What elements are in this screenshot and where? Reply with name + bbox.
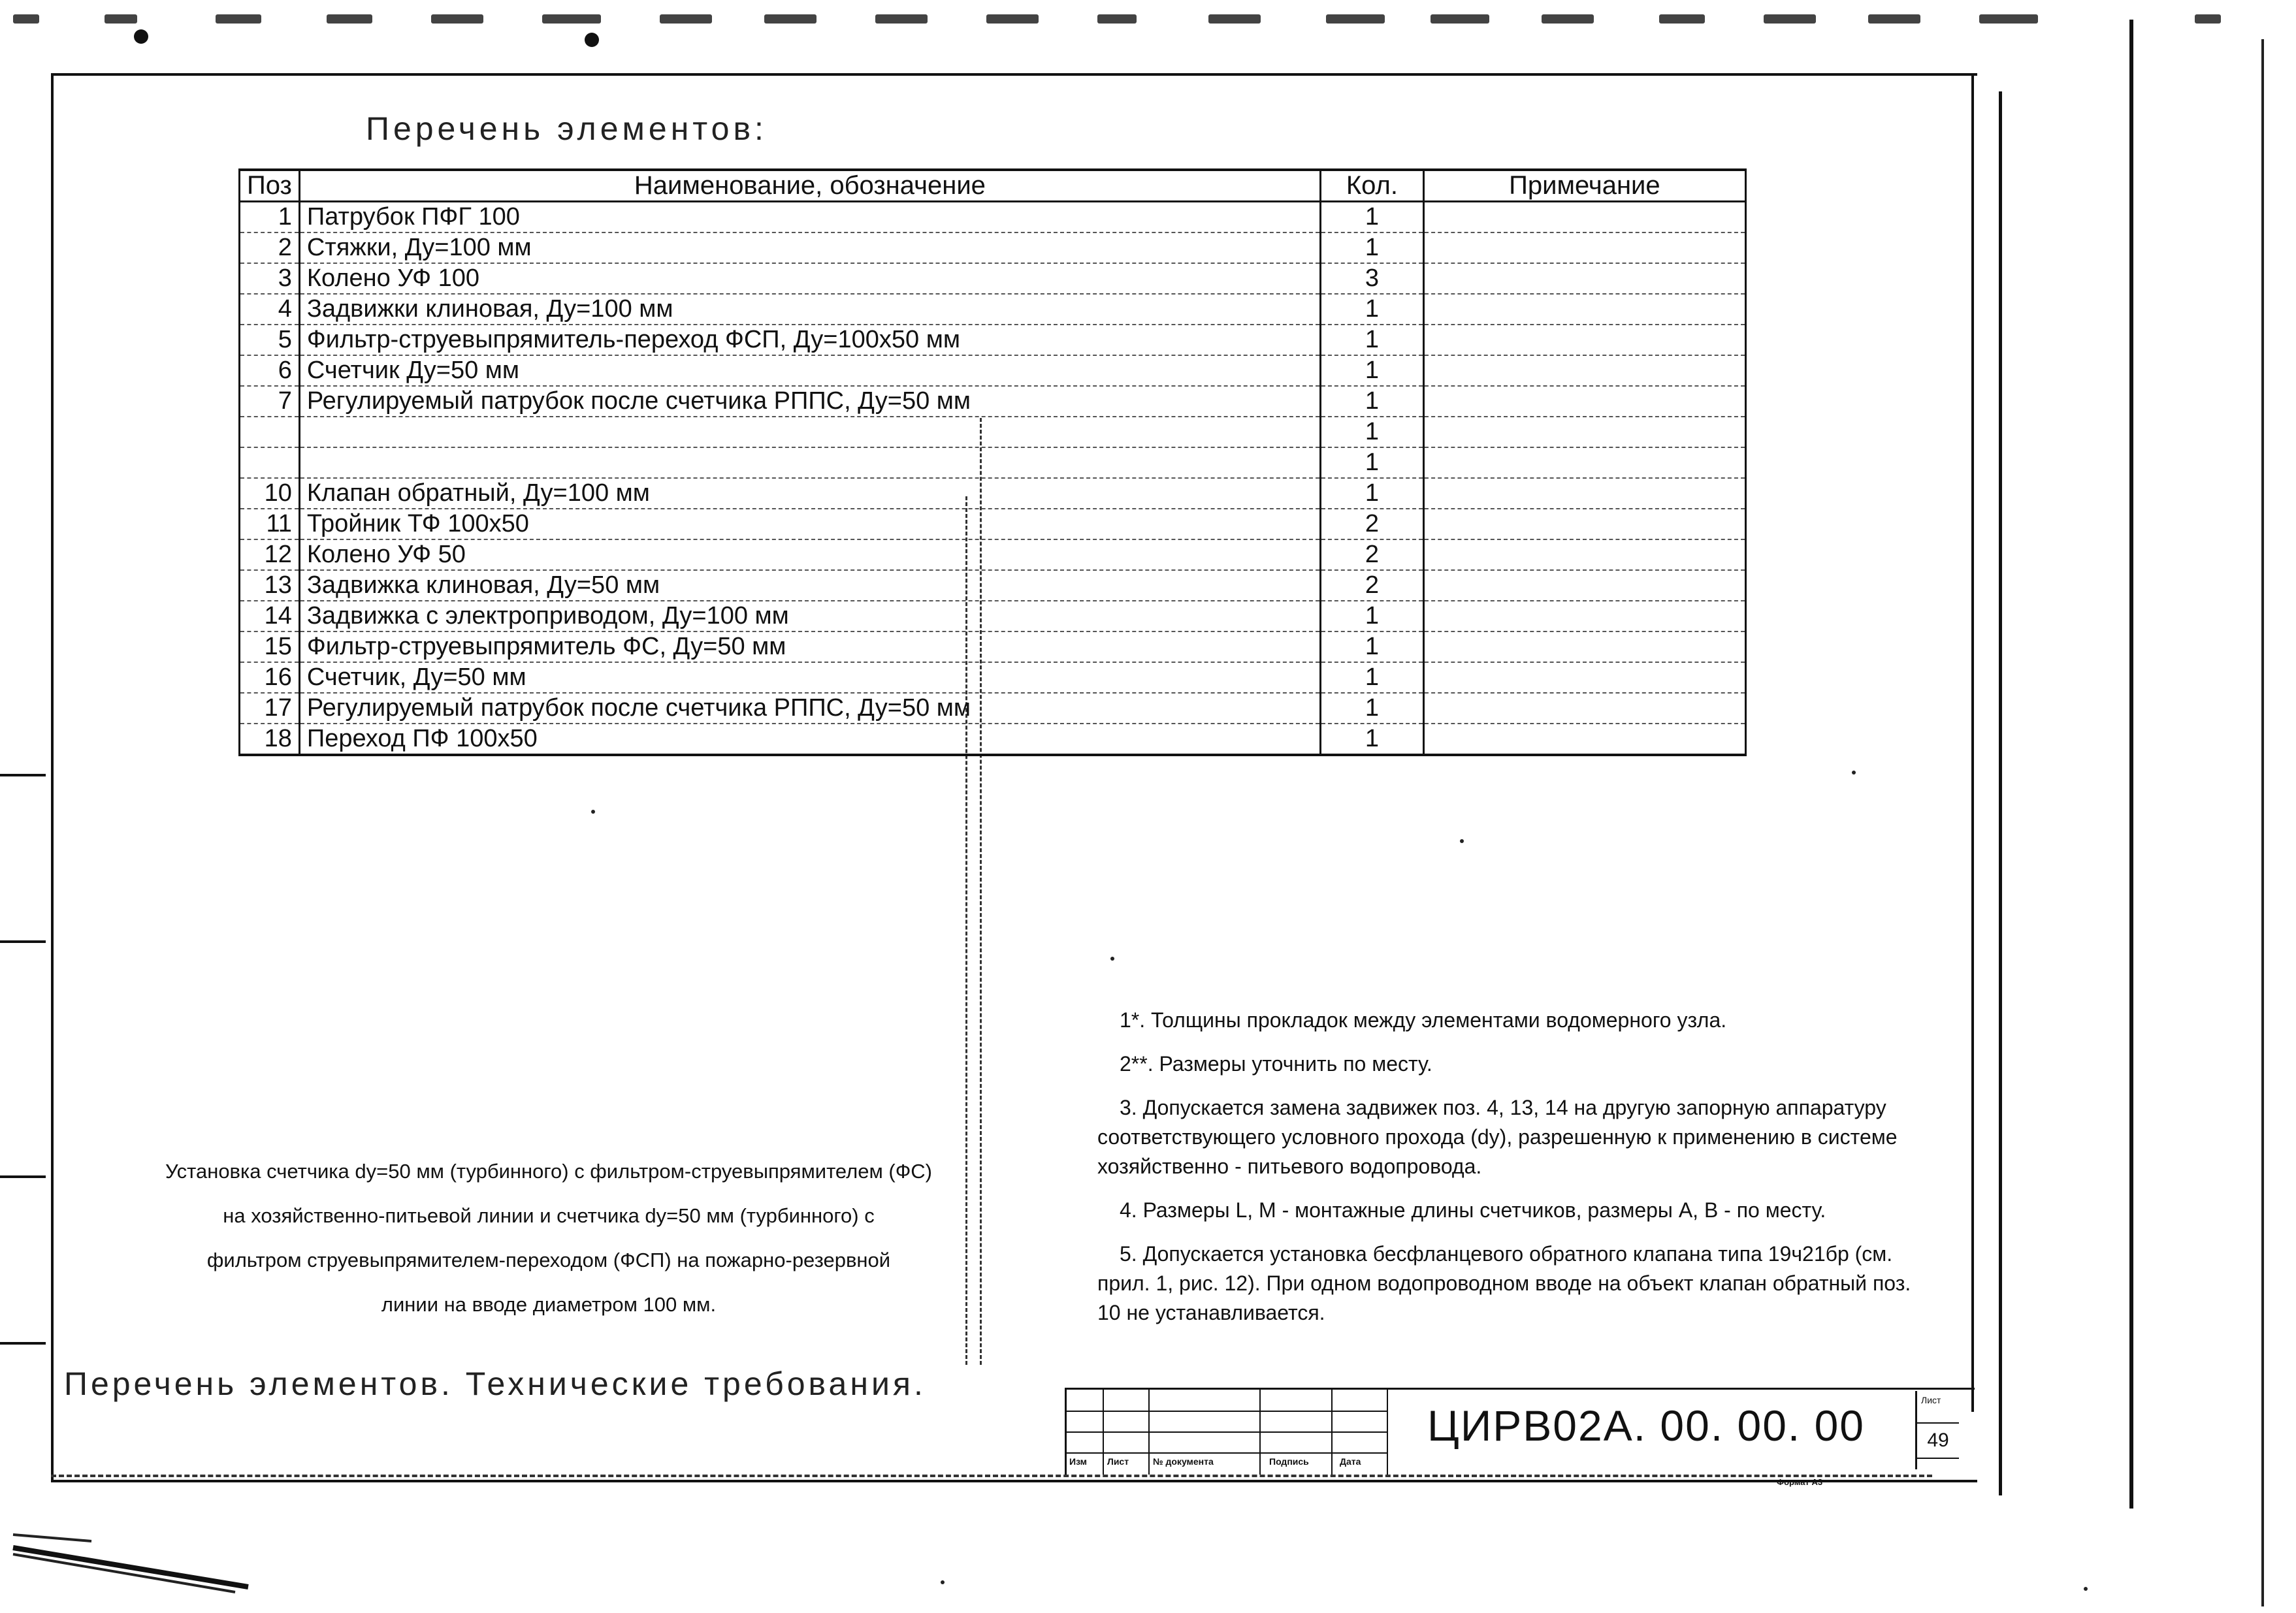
note-item: 3. Допускается замена задвижек поз. 4, 13, 14 на другую запорную аппаратуру соответствующего условного прохода (dу), разрешенную к применению в системе хозяйственно - питьевого водопровода.	[1097, 1096, 1898, 1178]
scan-artifact	[2195, 14, 2221, 24]
scan-artifact	[1431, 14, 1489, 24]
cell-note	[1423, 631, 1745, 662]
margin-tick	[0, 1342, 46, 1345]
cell-pos: 12	[240, 539, 300, 570]
punch-hole	[585, 33, 599, 47]
cell-note	[1423, 294, 1745, 325]
scan-artifact	[1868, 14, 1920, 24]
cell-note	[1423, 386, 1745, 417]
table-row	[240, 325, 1746, 355]
sheet-number: 49	[1917, 1422, 1959, 1459]
cell-note	[1423, 232, 1745, 263]
technical-notes	[1097, 1006, 1920, 1342]
table-row	[240, 417, 1746, 447]
table-row	[240, 232, 1746, 263]
cell-qty: 1	[1320, 294, 1423, 325]
scan-artifact	[13, 14, 39, 24]
frame-bottom-edge	[51, 1475, 1932, 1477]
note-item: 4. Размеры L, M - монтажные длины счетчиков, размеры А, В - по месту.	[1120, 1198, 1826, 1222]
table-row	[240, 386, 1746, 417]
scan-artifact	[542, 14, 601, 24]
sheet-number-box	[1915, 1391, 1959, 1469]
table-row	[240, 539, 1746, 570]
margin-tick	[0, 1175, 46, 1178]
cell-name: Фильтр-струевыпрямитель ФС, Ду=50 мм	[299, 631, 1320, 662]
scan-speck	[1460, 839, 1464, 843]
cell-pos	[240, 417, 300, 447]
cell-note	[1423, 601, 1745, 631]
table-row	[240, 478, 1746, 509]
document-code: ЦИРВ02А. 00. 00. 00	[1427, 1401, 1865, 1450]
margin-tick	[0, 940, 46, 943]
stamp-row-line	[1067, 1411, 1387, 1412]
caption-line: линии на вводе диаметром 100 мм.	[381, 1293, 717, 1316]
cell-name: Счетчик Ду=50 мм	[299, 355, 1320, 386]
cell-pos: 6	[240, 355, 300, 386]
header-name: Наименование, обозначение	[299, 170, 1320, 202]
spec-table	[238, 168, 1747, 756]
scan-artifact	[1097, 14, 1137, 24]
table-row	[240, 724, 1746, 755]
cell-name: Задвижки клиновая, Ду=100 мм	[299, 294, 1320, 325]
scan-speck	[2084, 1587, 2088, 1591]
cell-pos: 17	[240, 693, 300, 724]
stamp-label-signature: Подпись	[1269, 1456, 1309, 1467]
cell-qty: 2	[1320, 509, 1423, 539]
binding-line	[2129, 20, 2133, 1509]
cell-name	[299, 447, 1320, 478]
cell-qty: 1	[1320, 601, 1423, 631]
scan-artifact	[660, 14, 712, 24]
cell-pos: 5	[240, 325, 300, 355]
cell-pos	[240, 447, 300, 478]
cell-note	[1423, 263, 1745, 294]
scan-artifact	[986, 14, 1039, 24]
table-row	[240, 355, 1746, 386]
sheet-label: Лист	[1921, 1395, 1941, 1405]
cell-note	[1423, 202, 1745, 233]
cell-qty: 1	[1320, 724, 1423, 755]
scan-speck	[1110, 957, 1114, 961]
cell-pos: 14	[240, 601, 300, 631]
cell-pos: 15	[240, 631, 300, 662]
cell-pos: 11	[240, 509, 300, 539]
cell-name: Счетчик, Ду=50 мм	[299, 662, 1320, 693]
header-pos: Поз	[240, 170, 300, 202]
stamp-label-document: № документа	[1153, 1456, 1214, 1467]
header-qty: Кол.	[1320, 170, 1423, 202]
scan-artifact	[431, 14, 483, 24]
cell-qty: 2	[1320, 570, 1423, 601]
scan-artifact	[1764, 14, 1816, 24]
drawing-caption	[72, 1149, 1026, 1327]
cell-qty: 3	[1320, 263, 1423, 294]
scan-speck	[1852, 771, 1856, 775]
cell-note	[1423, 539, 1745, 570]
cell-pos: 4	[240, 294, 300, 325]
note-item: 2**. Размеры уточнить по месту.	[1120, 1052, 1432, 1076]
scan-artifact	[875, 14, 928, 24]
table-row	[240, 263, 1746, 294]
cell-pos: 7	[240, 386, 300, 417]
header-note: Примечание	[1423, 170, 1745, 202]
cell-note	[1423, 447, 1745, 478]
cell-name	[299, 417, 1320, 447]
table-row	[240, 509, 1746, 539]
cell-name: Задвижка с электроприводом, Ду=100 мм	[299, 601, 1320, 631]
cell-pos: 2	[240, 232, 300, 263]
table-row	[240, 601, 1746, 631]
cell-qty: 2	[1320, 539, 1423, 570]
scan-artifact	[105, 14, 137, 24]
caption-line: фильтром струевыпрямителем-переходом (ФСП) на пожарно-резервной	[206, 1249, 891, 1271]
cell-qty: 1	[1320, 631, 1423, 662]
stamp-row-line	[1067, 1452, 1387, 1454]
note-item: 5. Допускается установка бесфланцевого обратного клапана типа 19ч21бр (см. прил. 1, рис. 12). При одном водопроводном вводе на объект клапан обратный поз. 10 не устанавливается.	[1097, 1242, 1911, 1324]
cell-pos: 10	[240, 478, 300, 509]
table-row	[240, 294, 1746, 325]
scan-scratch	[0, 1522, 261, 1600]
note-item: 1*. Толщины прокладок между элементами водомерного узла.	[1120, 1008, 1727, 1032]
cell-note	[1423, 478, 1745, 509]
binding-line	[1999, 91, 2002, 1495]
table-row	[240, 202, 1746, 233]
cell-name: Клапан обратный, Ду=100 мм	[299, 478, 1320, 509]
cell-name: Фильтр-струевыпрямитель-переход ФСП, Ду=100х50 мм	[299, 325, 1320, 355]
cell-qty: 1	[1320, 417, 1423, 447]
cell-qty: 1	[1320, 386, 1423, 417]
cell-qty: 1	[1320, 325, 1423, 355]
cell-qty: 1	[1320, 662, 1423, 693]
cell-qty: 1	[1320, 355, 1423, 386]
table-row	[240, 631, 1746, 662]
cell-note	[1423, 693, 1745, 724]
top-scan-strip	[0, 0, 2296, 59]
cell-pos: 3	[240, 263, 300, 294]
table-row	[240, 693, 1746, 724]
binding-line	[2261, 39, 2264, 1606]
cell-name: Переход ПФ 100х50	[299, 724, 1320, 755]
cell-name: Стяжки, Ду=100 мм	[299, 232, 1320, 263]
table-row	[240, 447, 1746, 478]
scan-artifact	[1659, 14, 1705, 24]
cell-note	[1423, 662, 1745, 693]
frame-right-edge	[1971, 73, 1974, 1412]
cell-qty: 1	[1320, 447, 1423, 478]
cell-name: Задвижка клиновая, Ду=50 мм	[299, 570, 1320, 601]
scan-artifact	[327, 14, 372, 24]
cell-name: Колено УФ 100	[299, 263, 1320, 294]
cell-pos: 16	[240, 662, 300, 693]
cell-pos: 1	[240, 202, 300, 233]
cell-name: Регулируемый патрубок после счетчика РППС, Ду=50 мм	[299, 693, 1320, 724]
scan-artifact	[1326, 14, 1385, 24]
scan-artifact	[216, 14, 261, 24]
cell-pos: 13	[240, 570, 300, 601]
cell-qty: 1	[1320, 478, 1423, 509]
stamp-label-date: Дата	[1340, 1456, 1361, 1467]
cell-note	[1423, 355, 1745, 386]
cell-name: Патрубок ПФГ 100	[299, 202, 1320, 233]
table-body	[240, 202, 1746, 756]
stamp-label-change: Изм	[1069, 1456, 1088, 1467]
cell-qty: 1	[1320, 202, 1423, 233]
cell-name: Тройник ТФ 100х50	[299, 509, 1320, 539]
stamp-label-sheet: Лист	[1107, 1456, 1129, 1467]
stamp-row-line	[1067, 1431, 1387, 1433]
cell-note	[1423, 570, 1745, 601]
cell-note	[1423, 325, 1745, 355]
caption-line: на хозяйственно-питьевой линии и счетчика dу=50 мм (турбинного) с	[223, 1204, 875, 1227]
cell-note	[1423, 509, 1745, 539]
cell-pos: 18	[240, 724, 300, 755]
margin-tick	[0, 774, 46, 776]
scan-speck	[941, 1580, 945, 1584]
punch-hole	[134, 29, 148, 44]
scan-artifact	[764, 14, 817, 24]
table-header-row	[240, 170, 1746, 202]
cell-name: Колено УФ 50	[299, 539, 1320, 570]
caption-line: Установка счетчика dу=50 мм (турбинного) с фильтром-струевыпрямителем (ФС)	[165, 1160, 933, 1183]
cell-note	[1423, 724, 1745, 755]
scan-artifact	[1979, 14, 2038, 24]
scan-artifact	[1208, 14, 1261, 24]
scan-artifact	[1542, 14, 1594, 24]
cell-qty: 1	[1320, 232, 1423, 263]
cell-qty: 1	[1320, 693, 1423, 724]
cell-name: Регулируемый патрубок после счетчика РППС, Ду=50 мм	[299, 386, 1320, 417]
element-list-title: Перечень элементов:	[366, 110, 768, 147]
format-label: Формат А3	[1777, 1477, 1823, 1487]
table-row	[240, 570, 1746, 601]
scan-speck	[591, 810, 595, 814]
table-row	[240, 662, 1746, 693]
cell-note	[1423, 417, 1745, 447]
sheet-title: Перечень элементов. Технические требования.	[64, 1365, 926, 1402]
